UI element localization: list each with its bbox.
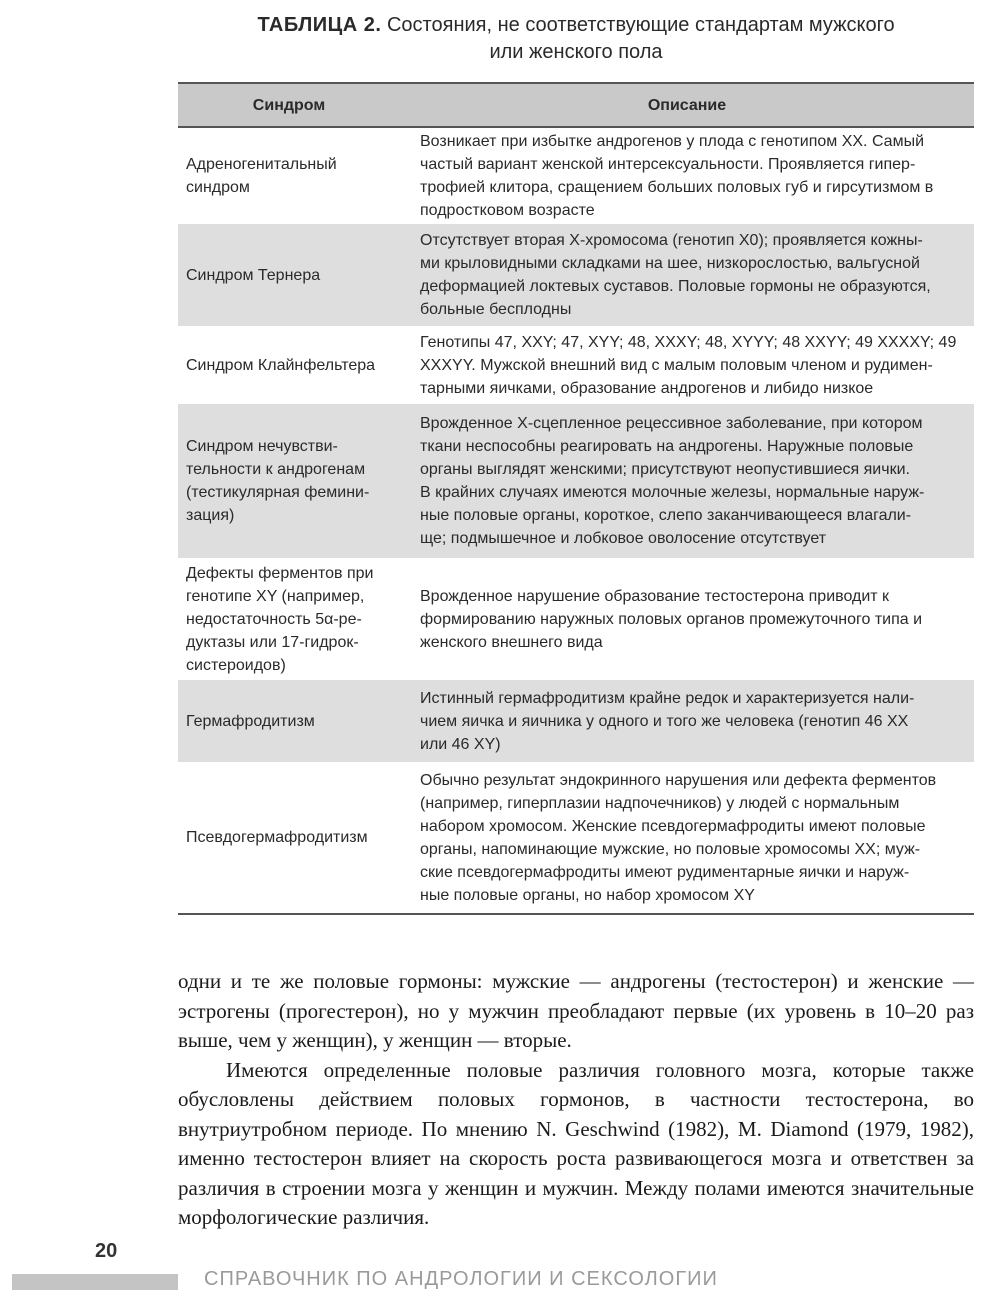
- syndrome-line: Синдром Тернера: [186, 266, 321, 284]
- syndrome-line: Псевдогермафродитизм: [186, 829, 368, 846]
- description-line: ткани неспособны реагировать на андрогены. Наружные половые: [420, 438, 914, 455]
- syndrome-line: зация): [186, 507, 235, 524]
- description-line: ские псевдогермафродиты имеют рудиментарные яички и наруж-: [420, 863, 910, 881]
- description-line: трофией клитора, сращением больших половых губ и гирсутизмом в: [420, 179, 934, 196]
- table-body: [178, 127, 974, 914]
- description-line: ми крыловидными складками на шее, низкорослостью, вальгусной: [420, 255, 920, 272]
- table-caption-text-line2: или женского пола: [489, 41, 663, 63]
- syndrome-line: генотипе XY (например,: [186, 587, 365, 605]
- description-line: Обычно результат эндокринного нарушения или дефекта ферментов: [420, 771, 937, 789]
- description-line: (например, гиперплазии надпочечников) у людей с нормальным: [420, 794, 900, 812]
- page-number: 20: [95, 1240, 118, 1262]
- description-cell: [400, 127, 974, 224]
- running-footer-title: СПРАВОЧНИК ПО АНДРОЛОГИИ И СЕКСОЛОГИИ: [204, 1268, 718, 1290]
- syndrome-cell: [178, 762, 400, 914]
- description-line: Истинный гермафродитизм крайне редок и характеризуется нали-: [420, 689, 915, 707]
- description-line: частый вариант женской интерсексуальности. Проявляется гипер-: [420, 156, 916, 173]
- description-line: Врожденное X-сцепленное рецессивное заболевание, при котором: [420, 415, 923, 432]
- description-cell: [400, 558, 974, 680]
- syndrome-line: Гермафродитизм: [186, 712, 315, 730]
- table-row: [178, 326, 974, 404]
- table-caption-text: Состояния, не соответствующие стандартам мужского: [386, 14, 895, 36]
- table-row: [178, 680, 974, 762]
- syndrome-line: Дефекты ферментов при: [186, 564, 374, 582]
- syndrome-cell: [178, 224, 400, 326]
- description-line: женского внешнего вида: [420, 633, 603, 651]
- syndrome-cell: [178, 127, 400, 224]
- description-line: подростковом возрасте: [420, 202, 595, 219]
- table-row: [178, 404, 974, 558]
- description-line: больные бесплодны: [420, 301, 572, 318]
- description-cell: [400, 404, 974, 558]
- syndrome-line: Адреногенитальный: [186, 156, 337, 173]
- body-text: [178, 967, 974, 1233]
- description-line: деформацией локтевых суставов. Половые гормоны не образуются,: [420, 278, 931, 295]
- description-line: формированию наружных половых органов промежуточного типа и: [420, 610, 923, 628]
- description-line: ные половые органы, но набор хромосом XY: [420, 886, 755, 904]
- syndrome-cell: [178, 558, 400, 680]
- syndrome-cell: [178, 680, 400, 762]
- description-line: органы выглядят женскими; присутствуют неопустившиеся яички.: [420, 461, 910, 478]
- description-line: Врожденное нарушение образование тестостерона приводит к: [420, 587, 890, 605]
- description-cell: [400, 680, 974, 762]
- description-cell: [400, 762, 974, 914]
- description-line: В крайних случаях имеются молочные железы, нормальные наруж-: [420, 484, 925, 501]
- syndrome-line: недостаточность 5α-ре-: [186, 610, 362, 628]
- footer-bar: [12, 1274, 178, 1290]
- header-syndrome: Синдром: [178, 83, 400, 127]
- body-paragraph: одни и те же половые гормоны: мужские — андрогены (тестостерон) и женские — эстрогены (прогестерон), но у мужчин преобладают первые (их уровень в 10–20 раз выше, чем у женщин), у женщин — вторые.: [178, 969, 974, 1052]
- syndrome-line: синдром: [186, 179, 250, 196]
- description-cell: [400, 224, 974, 326]
- table-row: [178, 224, 974, 326]
- description-line: XXXYY. Мужской внешний вид с малым половым членом и рудимен-: [420, 356, 933, 374]
- table-row: [178, 558, 974, 680]
- description-line: органы, напоминающие мужские, но половые хромосомы XX; муж-: [420, 840, 921, 858]
- description-line: чием яичка и яичника у одного и того же человека (генотип 46 XX: [420, 712, 909, 730]
- description-line: Генотипы 47, XXY; 47, XYY; 48, XXXY; 48, XYYY; 48 XXYY; 49 XXXXY; 49: [420, 333, 957, 351]
- syndrome-cell: [178, 326, 400, 404]
- description-line: Отсутствует вторая X-хромосома (генотип X0); проявляется кожны-: [420, 232, 923, 249]
- description-cell: [400, 326, 974, 404]
- syndrome-line: Синдром Клайнфельтера: [186, 356, 376, 374]
- syndrome-cell: [178, 404, 400, 558]
- syndromes-table: [178, 82, 974, 915]
- table-header-row: [178, 83, 974, 127]
- description-line: тарными яичками, образование андрогенов и либидо низкое: [420, 379, 874, 397]
- syndrome-line: Синдром нечувстви-: [186, 438, 338, 455]
- description-line: ные половые органы, короткое, слепо заканчивающееся влагали-: [420, 507, 912, 524]
- table-caption-label: ТАБЛИЦА 2.: [257, 14, 382, 36]
- table-caption: [178, 12, 974, 66]
- table-row: [178, 127, 974, 224]
- description-line: ще; подмышечное и лобковое оволосение отсутствует: [420, 530, 827, 547]
- description-line: или 46 XY): [420, 735, 501, 753]
- syndrome-line: систероидов): [186, 656, 286, 674]
- table-row: [178, 762, 974, 914]
- description-line: Возникает при избытке андрогенов у плода с генотипом XX. Самый: [420, 133, 925, 150]
- syndrome-line: тельности к андрогенам: [186, 461, 366, 478]
- body-paragraph: Имеются определенные половые различия головного мозга, которые также обусловлены действием половых гормонов, в частности тестостерона, во внутриутробном периоде. По мнению N. Geschwind (1982), M. Diamond (1979, 1982), именно тестостерон влияет на скорость роста развивающегося мозга и ответствен за различия в строении мозга у женщин и мужчин. Между полами имеются значительные морфологические различия.: [178, 1057, 974, 1229]
- syndrome-line: дуктазы или 17-гидрок-: [186, 633, 359, 651]
- header-description: Описание: [400, 83, 974, 127]
- description-line: набором хромосом. Женские псевдогермафродиты имеют половые: [420, 817, 926, 835]
- syndrome-line: (тестикулярная фемини-: [186, 484, 370, 501]
